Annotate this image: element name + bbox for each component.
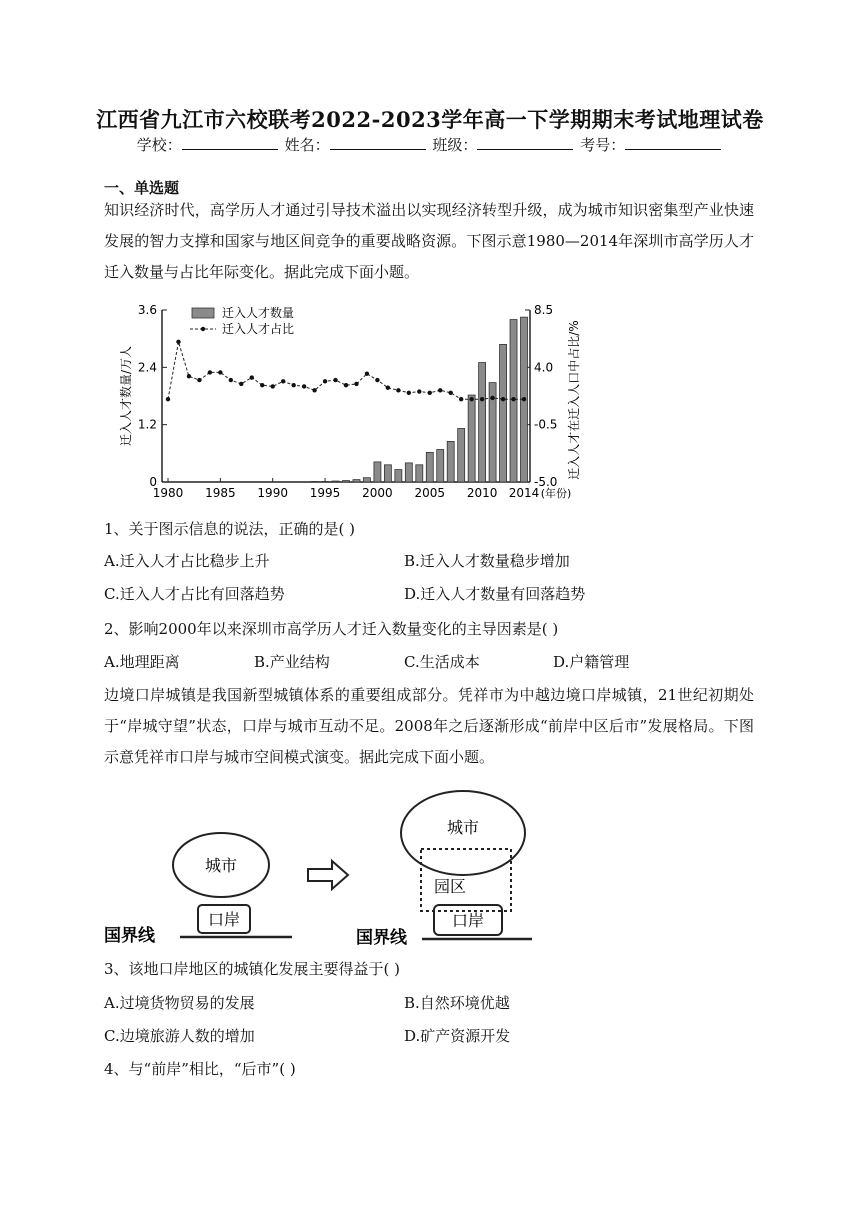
talent-share-point (480, 397, 484, 401)
q3-option-d[interactable]: D.矿产资源开发 (404, 1027, 511, 1045)
talent-count-bar (416, 465, 423, 482)
talent-share-point (459, 397, 463, 401)
q2-option-d[interactable]: D.户籍管理 (553, 653, 630, 671)
talent-count-bar (384, 465, 391, 482)
talent-share-point (469, 397, 473, 401)
talent-share-point (354, 382, 358, 386)
exam-number-blank (625, 135, 721, 150)
q1-option-b[interactable]: B.迁入人才数量稳步增加 (404, 552, 570, 570)
section-heading: 一、单选题 (104, 179, 180, 197)
talent-share-point (333, 378, 337, 382)
question-4-stem: 4、与“前岸”相比，“后市”( ) (104, 1060, 296, 1078)
exam-title: 江西省九江市六校联考2022-2023学年高一下学期期末考试地理试卷 (96, 107, 764, 132)
q2-option-c[interactable]: C.生活成本 (404, 653, 480, 671)
question-3-stem: 3、该地口岸地区的城镇化发展主要得益于( ) (104, 960, 401, 978)
q1-option-d[interactable]: D.迁入人才数量有回落趋势 (404, 585, 586, 603)
q3-option-a[interactable]: A.过境货物贸易的发展 (104, 994, 255, 1012)
talent-count-bar (343, 481, 350, 482)
passage-1: 知识经济时代，高学历人才通过引导技术溢出以实现经济转型升级，成为城市知识密集型产业快速发展的智力支撑和国家与地区间竞争的重要战略资源。下图示意1980—2014年深圳市高学历人才迁入数量与占比年际变化。据此完成下面小题。 (104, 201, 754, 281)
talent-count-bar (405, 463, 412, 482)
talent-share-point (218, 370, 222, 374)
right-tick-label: -0.5 (534, 417, 558, 432)
right-port-label: 口岸 (451, 911, 485, 930)
right-city-label: 城市 (446, 818, 480, 837)
left-border-label: 国界线 (104, 926, 155, 946)
talent-count-bar (437, 450, 444, 482)
passage-2: 边境口岸城镇是我国新型城镇体系的重要组成部分。凭祥市为中越边境口岸城镇，21世纪初期处于“岸城守望”状态，口岸与城市互动不足。2008年之后逐渐形成“前岸中区后市”发展格局。下图示意凭祥市口岸与城市空间模式演变。据此完成下面小题。 (104, 686, 754, 766)
talent-share-point (281, 379, 285, 383)
talent-count-bar (363, 478, 370, 482)
talent-share-point (260, 383, 264, 387)
x-tick-label: 2005 (414, 486, 446, 500)
talent-share-point (449, 391, 453, 395)
legend-line-dot (201, 327, 205, 331)
talent-share-point (396, 388, 400, 392)
x-tick-label: 1980 (152, 486, 184, 500)
talent-share-point (375, 378, 379, 382)
x-tick-label: 1985 (205, 486, 236, 500)
left-tick-label: 1.2 (137, 417, 157, 432)
name-blank (330, 135, 426, 150)
talent-count-bar (479, 363, 486, 482)
x-tick-label: 1995 (309, 486, 341, 500)
exam-number-label: 考号： (580, 136, 626, 154)
talent-share-point (522, 397, 526, 401)
q2-option-b[interactable]: B.产业结构 (254, 653, 330, 671)
talent-share-point (417, 389, 421, 393)
legend-bar-label: 迁入人才数量 (222, 306, 295, 320)
right-axis-title: 迁入人才在迁入人口中占比/% (567, 320, 581, 480)
question-1-stem: 1、关于图示信息的说法，正确的是( ) (104, 520, 356, 538)
right-border-label: 国界线 (356, 928, 407, 948)
right-park-label: 园区 (433, 877, 467, 896)
right-tick-label: -5.0 (534, 475, 558, 489)
talent-share-point (176, 340, 180, 344)
talent-count-bar (500, 344, 507, 482)
left-tick-label: 2.4 (137, 360, 157, 375)
talent-share-point (344, 383, 348, 387)
talent-share-point (208, 370, 212, 374)
talent-share-point (166, 397, 170, 401)
talent-share-point (511, 397, 515, 401)
talent-share-point (438, 388, 442, 392)
student-info-line (0, 134, 860, 155)
x-tick-label: 2000 (362, 486, 393, 500)
x-tick-label: 1990 (257, 486, 288, 500)
talent-share-point (312, 388, 316, 392)
right-tick-label: 4.0 (534, 360, 554, 375)
q3-option-b[interactable]: B.自然环境优越 (404, 994, 510, 1012)
q2-option-a[interactable]: A.地理距离 (104, 653, 180, 671)
talent-share-point (386, 386, 390, 390)
transition-arrow-icon (308, 861, 348, 889)
talent-share-point (239, 382, 243, 386)
legend-line-label: 迁入人才占比 (222, 322, 295, 336)
x-tick-label: 2010 (466, 486, 498, 500)
left-tick-label: 0 (149, 475, 157, 489)
school-label: 学校： (136, 136, 182, 154)
talent-count-bar (468, 395, 475, 482)
port-city-pattern-diagram (104, 785, 544, 950)
talent-share-point (291, 383, 295, 387)
left-port-label: 口岸 (207, 910, 241, 929)
talent-count-bar (426, 452, 433, 482)
class-blank (477, 135, 573, 150)
talent-share-point (302, 384, 306, 388)
talent-share-point (197, 378, 201, 382)
name-label: 姓名： (284, 136, 330, 154)
talent-share-point (365, 372, 369, 376)
talent-share-point (271, 384, 275, 388)
x-tick-label: 2014 (508, 486, 540, 500)
q1-option-c[interactable]: C.迁入人才占比有回落趋势 (104, 585, 285, 603)
talent-share-point (250, 375, 254, 379)
question-2-stem: 2、影响2000年以来深圳市高学历人才迁入数量变化的主导因素是( ) (104, 620, 559, 638)
q3-option-c[interactable]: C.边境旅游人数的增加 (104, 1027, 255, 1045)
talent-count-bar (395, 470, 402, 482)
talent-share-point (428, 391, 432, 395)
talent-share-point (490, 396, 494, 400)
talent-share-point (229, 378, 233, 382)
talent-count-bar (447, 441, 454, 482)
left-tick-label: 3.6 (137, 303, 157, 317)
talent-count-bar (458, 428, 465, 482)
left-axis-title: 迁入人才数量/万人 (119, 345, 133, 447)
talent-count-bar (353, 480, 360, 482)
talent-count-bar (332, 481, 339, 482)
legend-bar-swatch (192, 308, 214, 318)
q1-option-a[interactable]: A.迁入人才占比稳步上升 (104, 552, 270, 570)
class-label: 班级： (432, 136, 478, 154)
talent-count-bar (374, 462, 381, 482)
x-axis-unit: (年份) (540, 487, 572, 500)
talent-share-point (501, 397, 505, 401)
school-blank (182, 135, 278, 150)
right-tick-label: 8.5 (534, 303, 554, 317)
talent-share-point (407, 391, 411, 395)
talent-migration-chart (112, 300, 600, 510)
left-city-label: 城市 (204, 856, 238, 875)
talent-share-point (187, 374, 191, 378)
talent-share-point (323, 379, 327, 383)
